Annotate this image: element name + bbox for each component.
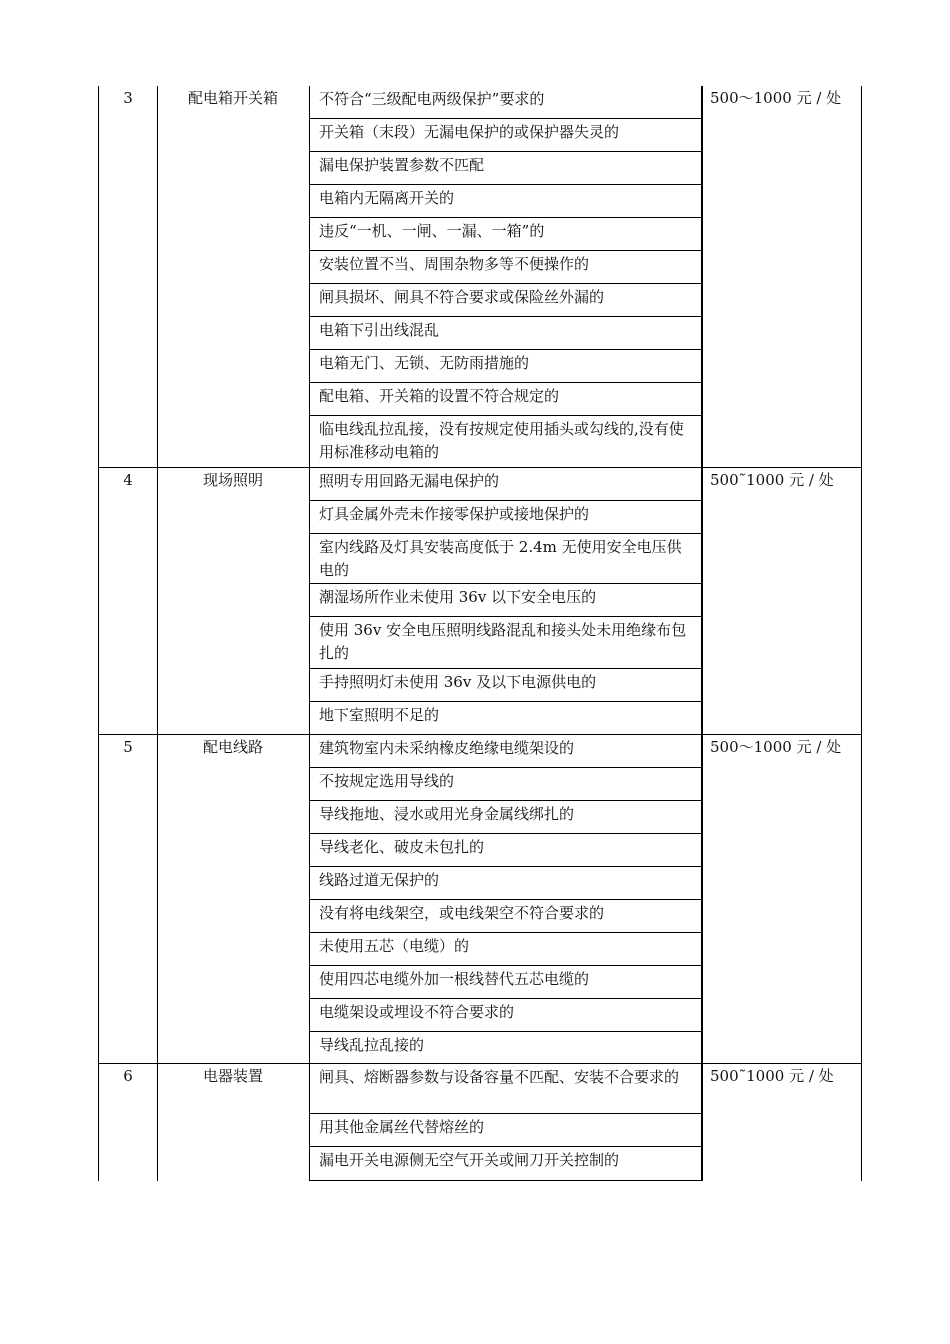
list-item: 导线老化、破皮未包扎的 [309,834,702,867]
item-list [309,468,702,734]
list-item: 电箱无门、无锁、无防雨措施的 [309,350,702,383]
list-item: 电箱内无隔离开关的 [309,185,702,218]
border-col1 [157,735,158,1063]
list-item: 灯具金属外壳未作接零保护或接地保护的 [309,501,702,534]
border-right [861,735,862,1063]
list-item: 漏电保护装置参数不匹配 [309,152,702,185]
table-group-4 [98,468,862,734]
border-col3 [702,468,703,734]
row-number: 6 [123,1067,133,1085]
border-left [98,735,99,1063]
list-item: 闸具、熔断器参数与设备容量不匹配、安装不合要求的 [309,1064,702,1114]
border-col1 [157,468,158,734]
category-label: 配电箱开关箱 [187,89,278,107]
list-item: 导线拖地、浸水或用光身金属线绑扎的 [309,801,702,834]
border-left [98,86,99,467]
fine-amount [710,1066,860,1087]
table-group-5 [98,735,862,1063]
list-item: 建筑物室内未采纳橡皮绝缘电缆架设的 [309,735,702,768]
list-item: 用其他金属丝代替熔丝的 [309,1114,702,1147]
list-item: 电缆架设或埋设不符合要求的 [309,999,702,1032]
fine-text: 500˜1000 元 / 处 [710,471,834,489]
border-left [98,468,99,734]
table-group-6 [98,1064,862,1181]
list-item: 使用四芯电缆外加一根线替代五芯电缆的 [309,966,702,999]
list-item: 照明专用回路无漏电保护的 [309,468,702,501]
list-item: 配电箱、开关箱的设置不符合规定的 [309,383,702,416]
list-item: 不符合“三级配电两级保护”要求的 [309,86,702,119]
border-col3 [702,735,703,1063]
item-list [309,86,702,467]
list-item: 没有将电线架空，或电线架空不符合要求的 [309,900,702,933]
border-right [861,468,862,734]
list-item: 地下室照明不足的 [309,702,702,734]
border-col3 [702,86,703,467]
list-item: 闸具损坏、闸具不符合要求或保险丝外漏的 [309,284,702,317]
border-col1 [157,86,158,467]
list-item: 手持照明灯未使用 36v 及以下电源供电的 [309,669,702,702]
fine-amount [710,88,860,109]
category-label: 配电线路 [202,738,263,756]
list-item: 电箱下引出线混乱 [309,317,702,350]
row-number: 5 [123,738,133,756]
row-number: 3 [123,89,133,107]
fine-text: 500˜1000 元 / 处 [710,1067,834,1085]
list-item: 临电线乱拉乱接，没有按规定使用插头或勾线的,没有使用标准移动电箱的 [309,416,702,467]
list-item: 线路过道无保护的 [309,867,702,900]
fine-amount [710,737,860,758]
category-label: 现场照明 [202,471,263,489]
list-item: 室内线路及灯具安装高度低于 2.4m 无使用安全电压供电的 [309,534,702,584]
list-item: 导线乱拉乱接的 [309,1032,702,1063]
list-item: 安装位置不当、周围杂物多等不便操作的 [309,251,702,284]
list-item: 潮湿场所作业未使用 36v 以下安全电压的 [309,584,702,617]
list-item: 不按规定选用导线的 [309,768,702,801]
border-right [861,1064,862,1181]
item-list [309,1064,702,1181]
border-col3 [702,1064,703,1181]
fine-text: 500～1000 元 / 处 [710,738,842,756]
list-item: 漏电开关电源侧无空气开关或闸刀开关控制的 [309,1147,702,1181]
category-label: 电器装置 [202,1067,263,1085]
fine-amount [710,470,860,491]
list-item: 使用 36v 安全电压照明线路混乱和接头处未用绝缘布包扎的 [309,617,702,669]
item-list [309,735,702,1063]
table-group-3 [98,86,862,467]
row-number: 4 [123,471,133,489]
list-item: 开关箱（末段）无漏电保护的或保护器失灵的 [309,119,702,152]
fine-text: 500～1000 元 / 处 [710,89,842,107]
list-item: 未使用五芯（电缆）的 [309,933,702,966]
list-item: 违反“一机、一闸、一漏、一箱”的 [309,218,702,251]
border-right [861,86,862,467]
